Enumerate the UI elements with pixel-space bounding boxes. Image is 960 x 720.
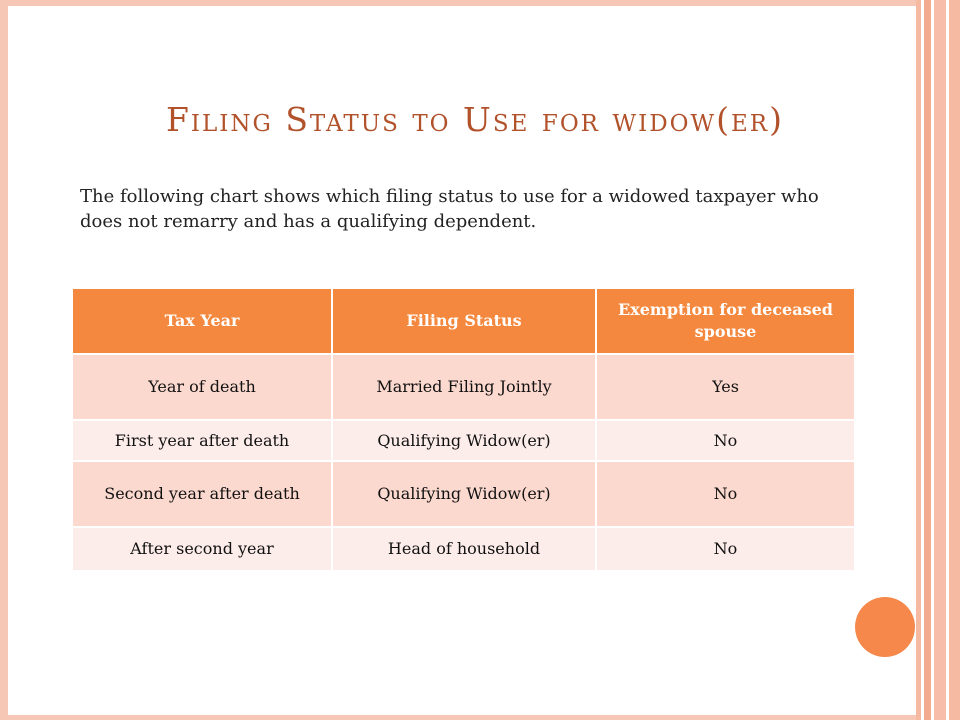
- cell-filing-status: Qualifying Widow(er): [332, 461, 596, 527]
- filing-status-table: [71, 287, 856, 572]
- cell-tax-year: After second year: [72, 527, 332, 571]
- header-filing-status: Filing Status: [332, 288, 596, 354]
- cell-exemption: Yes: [596, 354, 855, 420]
- cell-exemption: No: [596, 420, 855, 461]
- table-row: [72, 527, 855, 571]
- slide-frame-top: [0, 0, 920, 6]
- cell-exemption: No: [596, 461, 855, 527]
- cell-filing-status: Head of household: [332, 527, 596, 571]
- decorative-stripes: [916, 0, 960, 720]
- cell-tax-year: Year of death: [72, 354, 332, 420]
- header-tax-year: Tax Year: [72, 288, 332, 354]
- table-row: [72, 420, 855, 461]
- decorative-circle: [855, 597, 915, 657]
- cell-exemption: No: [596, 527, 855, 571]
- cell-tax-year: Second year after death: [72, 461, 332, 527]
- table-header-row: [72, 288, 855, 354]
- slide-frame-left: [0, 0, 8, 720]
- table-row: [72, 354, 855, 420]
- slide-frame-bottom: [0, 715, 920, 720]
- header-exemption: Exemption for deceased spouse: [596, 288, 855, 354]
- cell-tax-year: First year after death: [72, 420, 332, 461]
- intro-text: The following chart shows which filing status to use for a widowed taxpayer who does not remarry and has a qualifying dependent.: [80, 186, 819, 232]
- slide-title: Filing Status to Use for widow(er): [165, 100, 784, 139]
- cell-filing-status: Qualifying Widow(er): [332, 420, 596, 461]
- cell-filing-status: Married Filing Jointly: [332, 354, 596, 420]
- table-row: [72, 461, 855, 527]
